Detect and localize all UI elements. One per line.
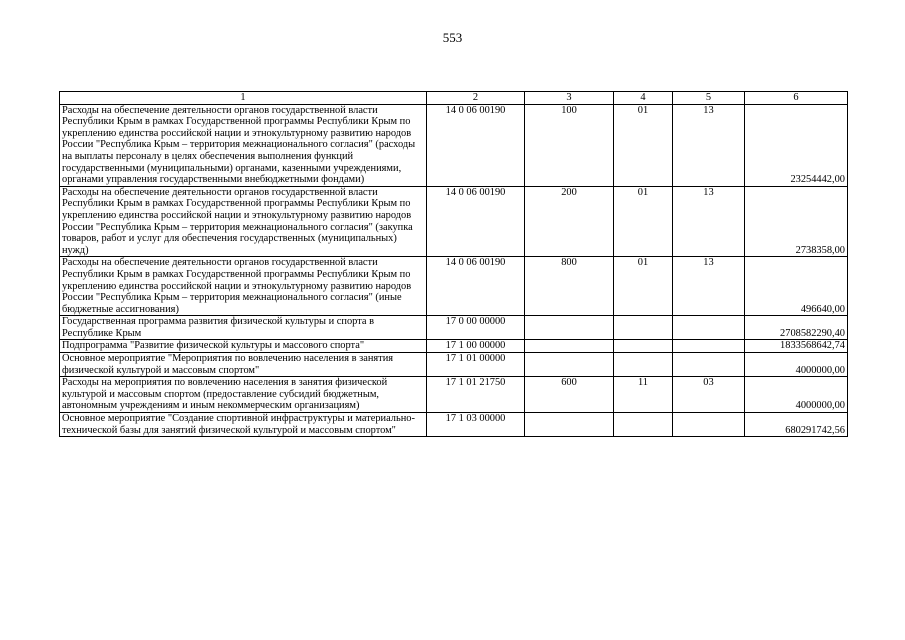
budget-table bbox=[59, 91, 848, 437]
row-amount: 680291742,56 bbox=[745, 413, 848, 437]
row-target-code: 17 1 00 00000 bbox=[427, 340, 525, 353]
row-subsection bbox=[673, 353, 745, 377]
row-subsection: 13 bbox=[673, 257, 745, 316]
row-amount: 4000000,00 bbox=[745, 353, 848, 377]
row-name: Расходы на обеспечение деятельности органов государственной власти Республики Крым в рамках Государственной программы Республики Крым по укреплению единства российской нации и этнокультурному развитию народов России "Республика Крым – территория межнационального согласия" (расходы на выплаты персоналу в целях обеспечения выполнения функций государственными (муниципальными) органами, казенными учреждениями, органами управления государственными внебюджетными фондами) bbox=[60, 104, 427, 186]
row-target-code: 14 0 06 00190 bbox=[427, 186, 525, 257]
row-amount: 2738358,00 bbox=[745, 186, 848, 257]
row-target-code: 17 0 00 00000 bbox=[427, 316, 525, 340]
table-row bbox=[60, 186, 848, 257]
row-section bbox=[614, 353, 673, 377]
row-expense-type: 100 bbox=[525, 104, 614, 186]
row-section bbox=[614, 316, 673, 340]
column-header-4: 4 bbox=[614, 92, 673, 105]
table-row bbox=[60, 413, 848, 437]
row-expense-type bbox=[525, 413, 614, 437]
row-target-code: 14 0 06 00190 bbox=[427, 257, 525, 316]
column-header-2: 2 bbox=[427, 92, 525, 105]
row-target-code: 17 1 01 00000 bbox=[427, 353, 525, 377]
row-subsection: 13 bbox=[673, 104, 745, 186]
row-amount: 23254442,00 bbox=[745, 104, 848, 186]
row-section: 01 bbox=[614, 257, 673, 316]
table-row bbox=[60, 104, 848, 186]
row-name: Подпрограмма "Развитие физической культуры и массового спорта" bbox=[60, 340, 427, 353]
row-expense-type bbox=[525, 353, 614, 377]
row-expense-type: 200 bbox=[525, 186, 614, 257]
row-subsection bbox=[673, 413, 745, 437]
row-section: 01 bbox=[614, 186, 673, 257]
row-subsection: 13 bbox=[673, 186, 745, 257]
table-row bbox=[60, 257, 848, 316]
row-target-code: 17 1 03 00000 bbox=[427, 413, 525, 437]
page-number: 553 bbox=[442, 30, 463, 45]
row-subsection bbox=[673, 316, 745, 340]
column-header-3: 3 bbox=[525, 92, 614, 105]
table-row bbox=[60, 377, 848, 413]
row-target-code: 14 0 06 00190 bbox=[427, 104, 525, 186]
row-expense-type bbox=[525, 340, 614, 353]
table-row bbox=[60, 353, 848, 377]
table-row bbox=[60, 316, 848, 340]
row-expense-type: 600 bbox=[525, 377, 614, 413]
row-name: Основное мероприятие "Создание спортивной инфраструктуры и материально-технической базы для занятий физической культурой и массовым спортом" bbox=[60, 413, 427, 437]
column-header-5: 5 bbox=[673, 92, 745, 105]
row-name: Расходы на мероприятия по вовлечению населения в занятия физической культурой и массовым спортом (предоставление субсидий бюджетным, автономным учреждениям и иным некоммерческим организациям) bbox=[60, 377, 427, 413]
column-header-1: 1 bbox=[60, 92, 427, 105]
row-section bbox=[614, 413, 673, 437]
row-name: Основное мероприятие "Мероприятия по вовлечению населения в занятия физической культурой и массовым спортом" bbox=[60, 353, 427, 377]
row-amount: 4000000,00 bbox=[745, 377, 848, 413]
row-section: 11 bbox=[614, 377, 673, 413]
row-subsection: 03 bbox=[673, 377, 745, 413]
row-name: Расходы на обеспечение деятельности органов государственной власти Республики Крым в рамках Государственной программы Республики Крым по укреплению единства российской нации и этнокультурному развитию народов России "Республика Крым – территория межнационального согласия" (закупка товаров, работ и услуг для обеспечения государственных (муниципальных) нужд) bbox=[60, 186, 427, 257]
row-expense-type bbox=[525, 316, 614, 340]
row-amount: 2708582290,40 bbox=[745, 316, 848, 340]
row-amount: 1833568642,74 bbox=[745, 340, 848, 353]
table-header-row bbox=[60, 92, 848, 105]
row-name: Государственная программа развития физической культуры и спорта в Республике Крым bbox=[60, 316, 427, 340]
row-amount: 496640,00 bbox=[745, 257, 848, 316]
row-section: 01 bbox=[614, 104, 673, 186]
row-subsection bbox=[673, 340, 745, 353]
row-target-code: 17 1 01 21750 bbox=[427, 377, 525, 413]
column-header-6: 6 bbox=[745, 92, 848, 105]
row-expense-type: 800 bbox=[525, 257, 614, 316]
table-row bbox=[60, 340, 848, 353]
row-name: Расходы на обеспечение деятельности органов государственной власти Республики Крым в рамках Государственной программы Республики Крым по укреплению единства российской нации и этнокультурному развитию народов России "Республика Крым – территория межнационального согласия" (иные бюджетные ассигнования) bbox=[60, 257, 427, 316]
row-section bbox=[614, 340, 673, 353]
